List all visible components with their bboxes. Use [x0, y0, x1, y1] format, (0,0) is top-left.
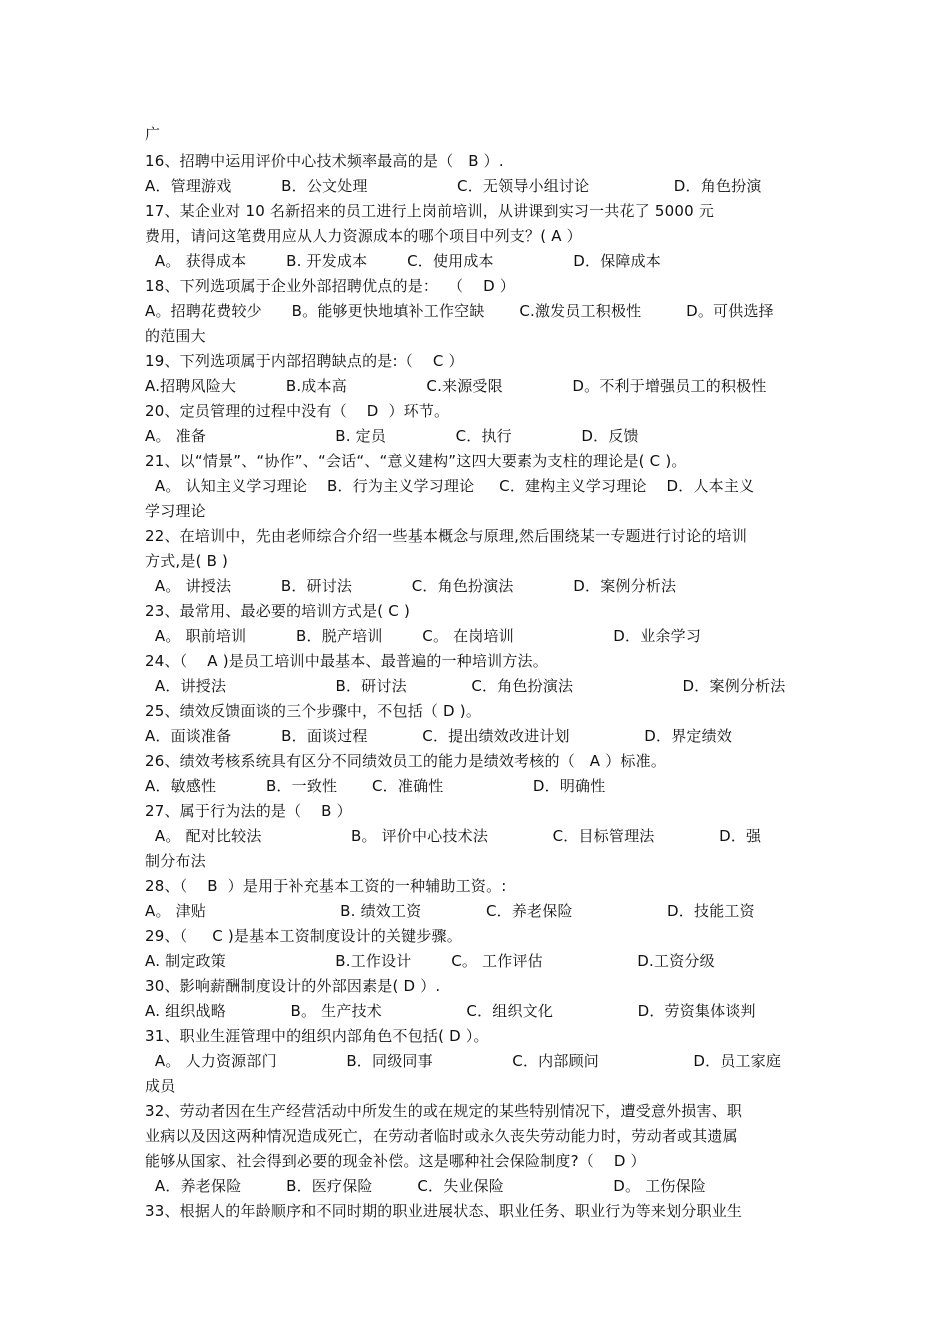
- question-27-options: A。 配对比较法 B。 评价中心技术法 C．目标管理法 D．强: [145, 827, 762, 845]
- question-29-options: A. 制定政策 B.工作设计 C。 工作评估 D.工资分级: [145, 952, 715, 970]
- question-19-options: A.招聘风险大 B.成本高 C.来源受限 D。不利于增强员工的积极性: [145, 377, 767, 395]
- question-20-options: A。 准备 B. 定员 C．执行 D．反馈: [145, 427, 639, 445]
- question-27-options-cont: 制分布法: [145, 852, 206, 870]
- question-30: 30、影响薪酬制度设计的外部因素是( D ）.: [145, 977, 441, 995]
- question-17-options: A。 获得成本 B. 开发成本 C．使用成本 D．保障成本: [145, 252, 661, 270]
- question-30-options: A. 组织战略 B。 生产技术 C．组织文化 D．劳资集体谈判: [145, 1002, 756, 1020]
- question-17: 17、某企业对 10 名新招来的员工进行上岗前培训，从讲课到实习一共花了 5000 元: [145, 202, 715, 220]
- question-24: 24、（ A )是员工培训中最基本、最普遍的一种培训方法。: [145, 652, 548, 670]
- question-26-options: A．敏感性 B．一致性 C．准确性 D．明确性: [145, 777, 606, 795]
- text-line: 广: [145, 125, 161, 143]
- question-31: 31、职业生涯管理中的组织内部角色不包括( D ）。: [145, 1027, 489, 1045]
- question-18-options-cont: 的范围大: [145, 327, 206, 345]
- question-28: 28、（ B ）是用于补充基本工资的一种辅助工资。:: [145, 877, 507, 895]
- question-32-cont-2: 能够从国家、社会得到必要的现金补偿。这是哪种社会保险制度?（ D ）: [145, 1152, 646, 1170]
- question-18-options: A。招聘花费较少 B。能够更快地填补工作空缺 C.激发员工积极性 D。可供选择: [145, 302, 774, 320]
- question-22-options: A。 讲授法 B．研讨法 C．角色扮演法 D．案例分析法: [145, 577, 677, 595]
- question-21: 21、以“情景”、“协作”、“会话“、“意义建构”这四大要素为支柱的理论是( C )。: [145, 452, 687, 470]
- question-18: 18、下列选项属于企业外部招聘优点的是： （ D ）: [145, 277, 516, 295]
- question-19: 19、下列选项属于内部招聘缺点的是:（ C ）: [145, 352, 464, 370]
- question-16-options: A．管理游戏 B．公文处理 C．无领导小组讨论 D．角色扮演: [145, 177, 762, 195]
- question-32: 32、劳动者因在生产经营活动中所发生的或在规定的某些特别情况下，遭受意外损害、职: [145, 1102, 743, 1120]
- question-21-options-cont: 学习理论: [145, 502, 206, 520]
- question-28-options: A。 津贴 B. 绩效工资 C．养老保险 D．技能工资: [145, 902, 755, 920]
- question-24-options: A．讲授法 B．研讨法 C．角色扮演法 D．案例分析法: [145, 677, 786, 695]
- question-33: 33、根据人的年龄顺序和不同时期的职业进展状态、职业任务、职业行为等来划分职业生: [145, 1202, 743, 1220]
- question-31-options: A。 人力资源部门 B．同级同事 C．内部顾问 D．员工家庭: [145, 1052, 782, 1070]
- question-25-options: A．面谈准备 B．面谈过程 C．提出绩效改进计划 D．界定绩效: [145, 727, 733, 745]
- question-20: 20、定员管理的过程中没有（ D ）环节。: [145, 402, 450, 420]
- question-23: 23、最常用、最必要的培训方式是( C ): [145, 602, 411, 620]
- question-25: 25、绩效反馈面谈的三个步骤中，不包括（ D )。: [145, 702, 482, 720]
- question-17-cont: 费用，请问这笔费用应从人力资源成本的哪个项目中列支？( A ）: [145, 227, 582, 245]
- question-32-cont-1: 业病以及因这两种情况造成死亡，在劳动者临时或永久丧失劳动能力时，劳动者或其遗属: [145, 1127, 738, 1145]
- question-23-options: A。 职前培训 B．脱产培训 C。 在岗培训 D．业余学习: [145, 627, 702, 645]
- question-31-options-cont: 成员: [145, 1077, 176, 1095]
- question-22-cont: 方式,是( B ): [145, 552, 229, 570]
- question-27: 27、属于行为法的是（ B ）: [145, 802, 352, 820]
- question-21-options: A。 认知主义学习理论 B．行为主义学习理论 C．建构主义学习理论 D．人本主义: [145, 477, 755, 495]
- question-29: 29、（ C )是基本工资制度设计的关键步骤。: [145, 927, 462, 945]
- question-16: 16、招聘中运用评价中心技术频率最高的是（ B ）.: [145, 152, 504, 170]
- question-22: 22、在培训中，先由老师综合介绍一些基本概念与原理,然后围绕某一专题进行讨论的培训: [145, 527, 748, 545]
- question-32-options: A．养老保险 B．医疗保险 C．失业保险 D。 工伤保险: [145, 1177, 707, 1195]
- question-26: 26、绩效考核系统具有区分不同绩效员工的能力是绩效考核的（ A ）标准。: [145, 752, 667, 770]
